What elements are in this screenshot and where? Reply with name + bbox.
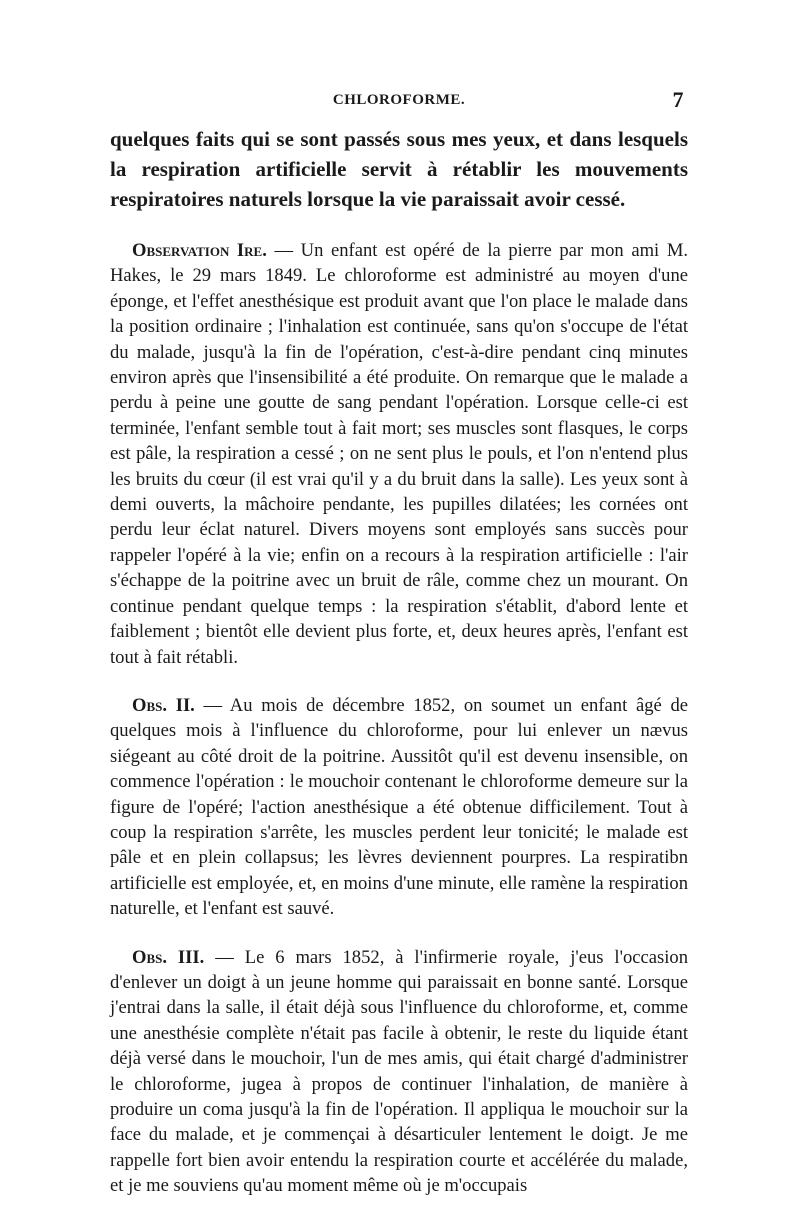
observation-text: — Le 6 mars 1852, à l'infirmerie royale, j'eus l'occasion d'enlever un doigt à un jeune homme qui paraissait en bonne santé. Lorsque j'entrai dans la salle, il était déjà sous l'influence du chloroforme, et, comme une anesthésie complète n'était pas facile à obtenir, le reste du liquide étant déjà versé dans le mouchoir, l'un de mes amis, qui était chargé d'administrer le chloroforme, jugea à propos de continuer l'inhalation, de manière à produire un coma jusqu'à la fin de l'opération. Il appliqua le mouchoir sur la face du malade, et je commençai à désarticuler lentement le doigt. Je me rappelle fort bien avoir entendu la respiration courte et accélérée du malade, et je me souviens qu'au moment même où je m'occupais xyxy=(110,946,688,1197)
observation-paragraph xyxy=(110,693,688,922)
observation-paragraph xyxy=(110,945,688,1199)
running-title: CHLOROFORME. xyxy=(332,92,466,108)
observation-label: Obs. II. xyxy=(132,694,195,716)
intro-paragraph: quelques faits qui se sont passés sous mes yeux, et dans lesquels la respiration artificielle servit à rétablir les mouvements respiratoires naturels lorsque la vie paraissait avoir cessé. xyxy=(110,127,688,211)
observation-text: — Au mois de décembre 1852, on soumet un enfant âgé de quelques mois à l'influence du chloroforme, pour lui enlever un nævus siégeant au côté droit de la poitrine. Aussitôt qu'il est devenu insensible, on commence l'opération : le mouchoir contenant le chloroforme demeure sur la figure de l'opéré; l'action anesthésique a été obtenue difficilement. Tout à coup la respiration s'arrête, les muscles perdent leur tonicité; le malade est pâle et en plein collapsus; les lèvres deviennent pourpres. La respiratibn artificielle est employée, et, en moins d'une minute, elle ramène la respiration naturelle, et l'enfant est sauvé. xyxy=(110,694,689,920)
observation-label: Observation Ire. xyxy=(132,240,267,261)
observation-label: Obs. III. xyxy=(132,946,205,968)
running-header xyxy=(110,87,688,118)
page-number: 7 xyxy=(672,87,684,112)
book-page xyxy=(110,87,689,1199)
observation-text: — Un enfant est opéré de la pierre par mon ami M. Hakes, le 29 mars 1849. Le chloroforme est administré au moyen d'une éponge, et l'effet anesthésique est produit avant que l'on place le malade dans la position ordinaire ; l'inhalation est continuée, sans qu'on s'occupe de l'état du malade, jusqu'à la fin de l'opération, c'est-à-dire pendant cinq minutes environ après que l'insensibilité a été produite. On remarque que le malade a perdu à peine une goutte de sang pendant l'opération. Lorsque celle-ci est terminée, l'enfant semble tout à fait mort; ses muscles sont flasques, le corps est pâle, la respiration a cessé ; on ne sent plus le pouls, et l'on n'entend plus les bruits du cœur (il est vrai qu'il y a du bruit dans la salle). Les yeux sont à demi ouverts, la mâchoire pendante, les pupilles dilatées; les cornées ont perdu leur éclat naturel. Divers moyens sont employés sans succès pour rappeler l'opéré à la vie; enfin on a recours à la respiration artificielle : l'air s'échappe de la poitrine avec un bruit de râle, comme chez un mourant. On continue pendant quelque temps : la respiration s'établit, d'abord lente et faiblement ; bientôt elle devient plus forte, et, deux heures après, l'enfant est tout à fait rétabli. xyxy=(110,240,688,668)
observation-paragraph xyxy=(110,238,688,670)
